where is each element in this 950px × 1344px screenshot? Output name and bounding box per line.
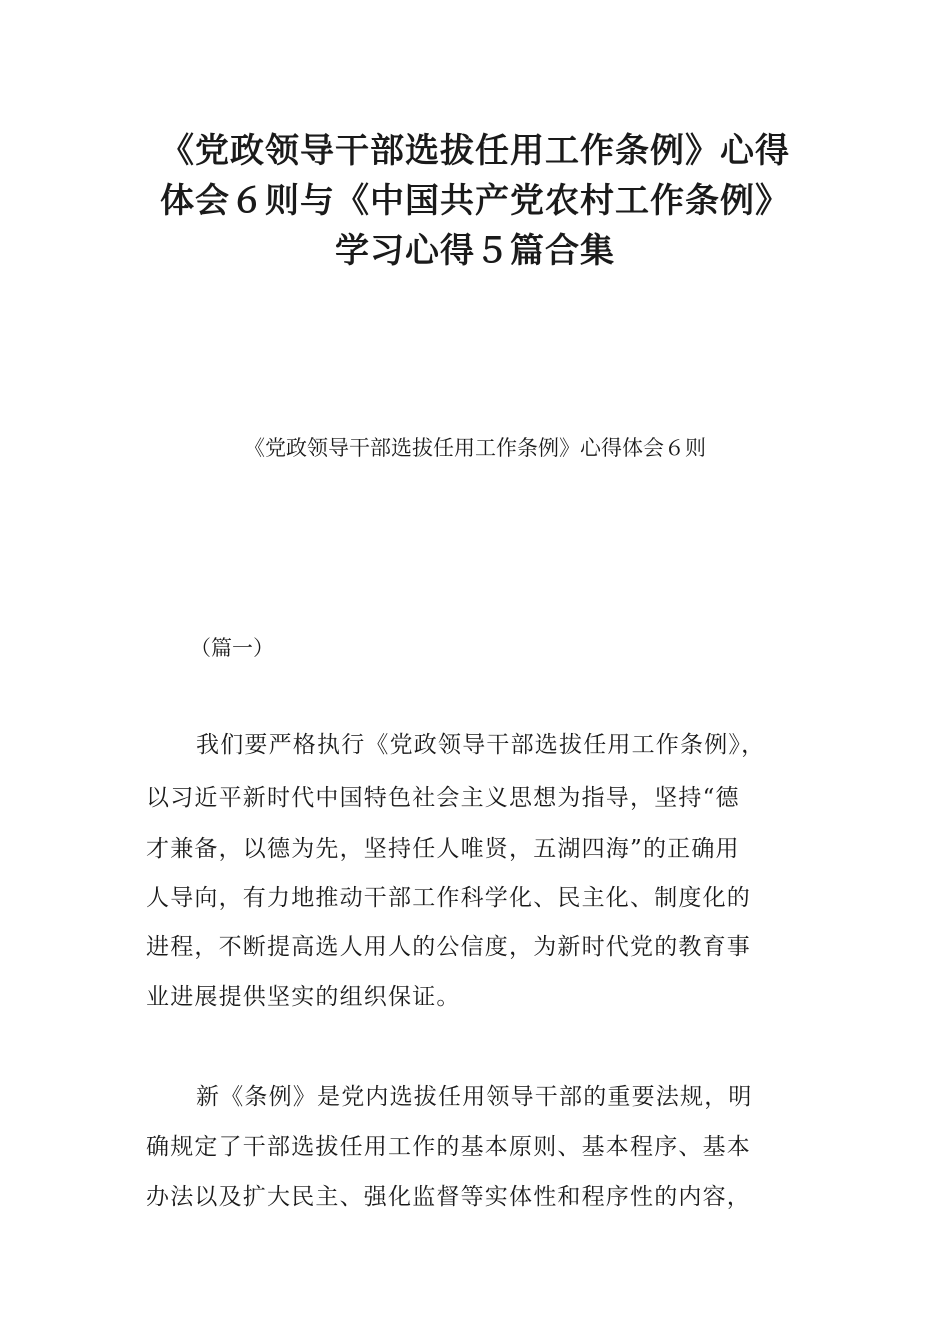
paragraph-1-line: 才兼备，以德为先，坚持任人唯贤，五湖四海”的正确用 [146, 836, 740, 862]
paragraph-1-line: 进程，不断提高选人用人的公信度，为新时代党的教育事 [146, 934, 751, 960]
title-line-2: 体会６则与《中国共产党农村工作条例》 [160, 181, 790, 221]
paragraph-1-line: 我们要严格执行《党政领导干部选拔任用工作条例》， [196, 732, 766, 758]
paragraph-1-line: 人导向，有力地推动干部工作科学化、民主化、制度化的 [146, 885, 751, 911]
paragraph-2-line: 确规定了干部选拔任用工作的基本原则、基本程序、基本 [146, 1134, 751, 1160]
document-title [0, 126, 950, 276]
paragraph-1-line: 以习近平新时代中国特色社会主义思想为指导，坚持“德 [146, 785, 740, 811]
section-heading: 《党政领导干部选拔任用工作条例》心得体会６则 [244, 436, 706, 460]
paragraph-2-line: 办法以及扩大民主、强化监督等实体性和程序性的内容， [146, 1184, 751, 1210]
paragraph-1-line: 业进展提供坚实的组织保证。 [146, 984, 461, 1010]
title-line-3: 学习心得５篇合集 [335, 231, 615, 271]
paragraph-2-line: 新《条例》是党内选拔任用领导干部的重要法规，明 [196, 1084, 753, 1110]
chapter-label: （篇一） [190, 636, 274, 660]
title-line-1: 《党政领导干部选拔任用工作条例》心得 [160, 131, 790, 171]
